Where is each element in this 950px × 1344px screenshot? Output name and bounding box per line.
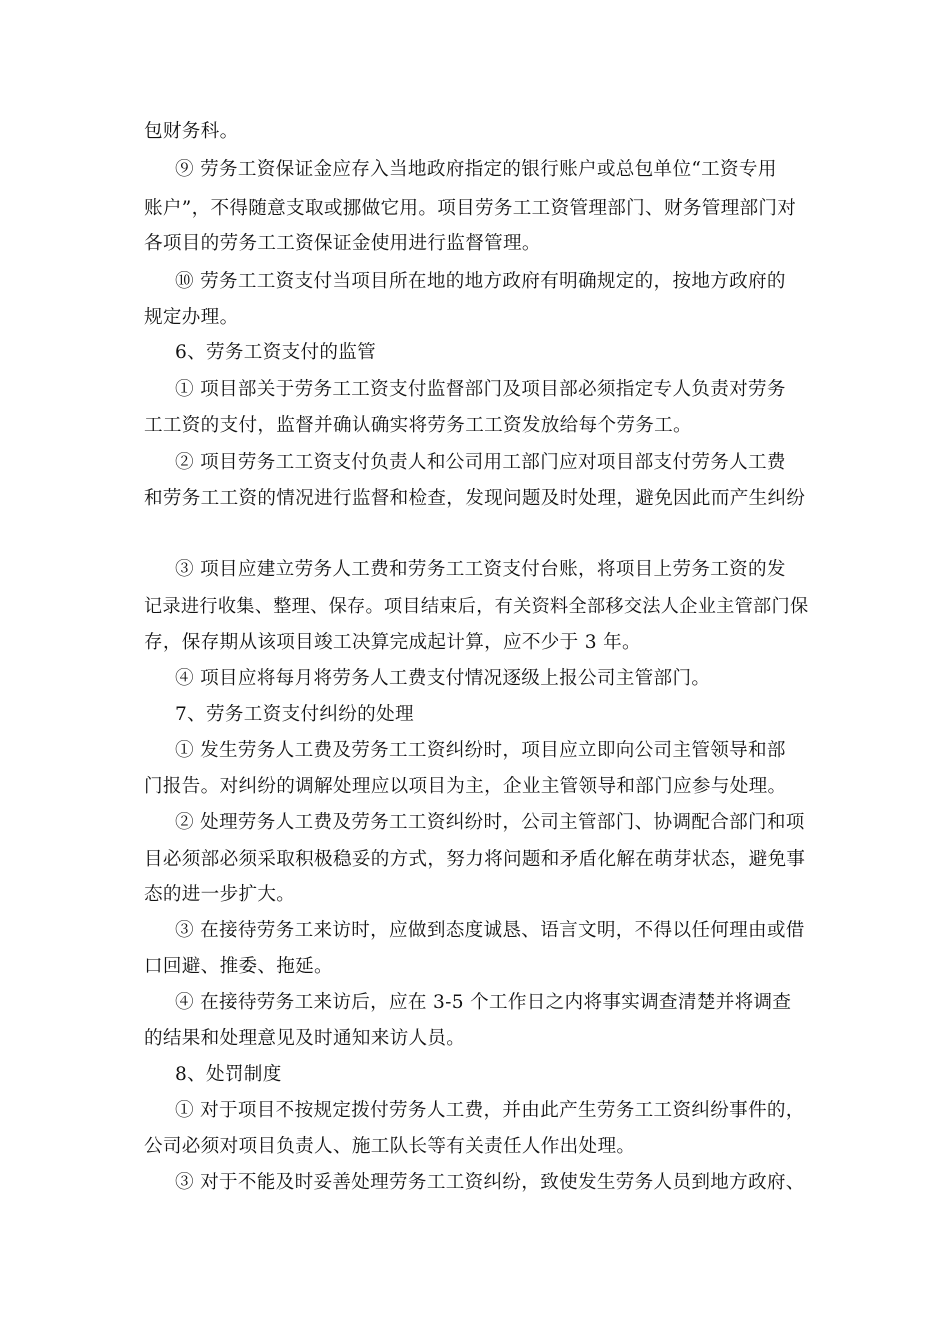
text-line: 和劳务工工资的情况进行监督和检查，发现问题及时处理，避免因此而产生纠纷 bbox=[144, 488, 806, 509]
section-heading: 7、劳务工资支付纠纷的处理 bbox=[175, 704, 414, 725]
text-line: ④ 项目应将每月将劳务人工费支付情况逐级上报公司主管部门。 bbox=[175, 668, 711, 689]
text-line: ③ 在接待劳务工来访时，应做到态度诚恳、语言文明，不得以任何理由或借 bbox=[175, 920, 805, 941]
text-line: 态的进一步扩大。 bbox=[144, 884, 296, 905]
text-line: 存，保存期从该项目竣工决算完成起计算，应不少于 3 年。 bbox=[144, 632, 641, 653]
text-line: 工工资的支付，监督并确认确实将劳务工工资发放给每个劳务工。 bbox=[144, 415, 692, 436]
text-line: 公司必须对项目负责人、施工队长等有关责任人作出处理。 bbox=[144, 1136, 636, 1157]
text-line: 门报告。对纠纷的调解处理应以项目为主，企业主管领导和部门应参与处理。 bbox=[144, 776, 787, 797]
text-line: ③ 项目应建立劳务人工费和劳务工工资支付台账，将项目上劳务工资的发 bbox=[175, 559, 786, 580]
text-line: 目必须部必须采取积极稳妥的方式，努力将问题和矛盾化解在萌芽状态，避免事 bbox=[144, 849, 806, 870]
text-line: ② 项目劳务工工资支付负责人和公司用工部门应对项目部支付劳务人工费 bbox=[175, 452, 786, 473]
text-line: 包财务科。 bbox=[144, 121, 239, 142]
text-line: ④ 在接待劳务工来访后，应在 3-5 个工作日之内将事实调查清楚并将调查 bbox=[175, 992, 792, 1013]
section-heading: 6、劳务工资支付的监管 bbox=[175, 342, 377, 363]
text-line: ① 对于项目不按规定拨付劳务人工费，并由此产生劳务工工资纠纷事件的， bbox=[175, 1100, 805, 1121]
text-line: ② 处理劳务人工费及劳务工工资纠纷时，公司主管部门、协调配合部门和项 bbox=[175, 812, 805, 833]
text-line: ⑨ 劳务工资保证金应存入当地政府指定的银行账户或总包单位“工资专用 bbox=[175, 159, 777, 180]
text-line: 记录进行收集、整理、保存。项目结束后，有关资料全部移交法人企业主管部门保 bbox=[144, 596, 809, 617]
text-line: ⑩ 劳务工工资支付当项目所在地的地方政府有明确规定的，按地方政府的 bbox=[175, 271, 786, 292]
text-line: 各项目的劳务工工资保证金使用进行监督管理。 bbox=[144, 233, 541, 254]
text-line: ① 项目部关于劳务工工资支付监督部门及项目部必须指定专人负责对劳务 bbox=[175, 379, 786, 400]
text-line: ③ 对于不能及时妥善处理劳务工工资纠纷，致使发生劳务人员到地方政府、 bbox=[175, 1172, 805, 1193]
text-line: 账户”，不得随意支取或挪做它用。项目劳务工工资管理部门、财务管理部门对 bbox=[144, 198, 797, 219]
text-line: 的结果和处理意见及时通知来访人员。 bbox=[144, 1028, 466, 1049]
text-line: 口回避、推委、拖延。 bbox=[144, 956, 333, 977]
text-line: 规定办理。 bbox=[144, 307, 239, 328]
section-heading: 8、处罚制度 bbox=[175, 1064, 282, 1085]
text-line: ① 发生劳务人工费及劳务工工资纠纷时，项目应立即向公司主管领导和部 bbox=[175, 740, 786, 761]
